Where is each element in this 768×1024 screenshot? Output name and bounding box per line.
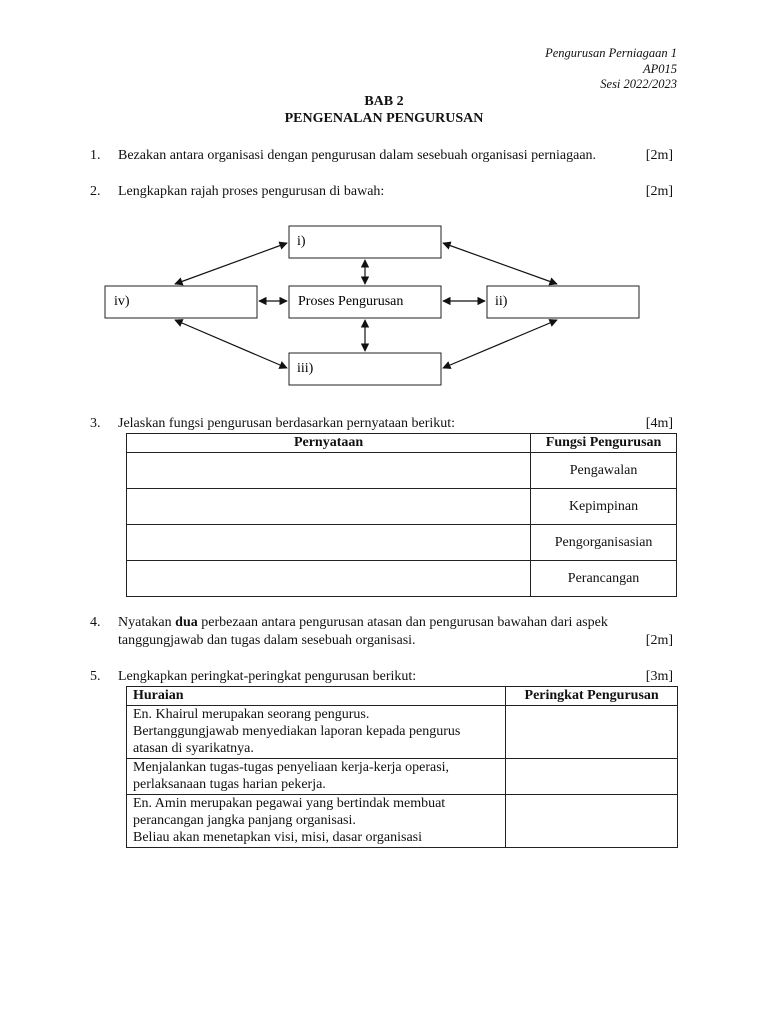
header-statement: Pernyataan	[127, 434, 531, 453]
question-1-number: 1.	[90, 148, 101, 163]
statement-cell[interactable]	[127, 561, 531, 597]
table-row	[127, 561, 677, 597]
description-line: Menjalankan tugas-tugas penyeliaan kerja-kerja operasi,	[133, 760, 450, 775]
level-cell[interactable]	[506, 795, 678, 848]
level-cell[interactable]	[506, 706, 678, 759]
description-line: atasan di syarikatnya.	[133, 741, 254, 756]
question-2-number: 2.	[90, 184, 101, 199]
box-left-label: iv)	[114, 294, 130, 309]
table-row	[127, 795, 678, 848]
description-line: En. Khairul merupakan seorang pengurus.	[133, 707, 370, 722]
description-cell	[127, 759, 506, 795]
question-1-marks: [2m]	[645, 148, 673, 163]
description-cell	[127, 706, 506, 759]
question-4-text-bold: dua	[175, 615, 198, 630]
description-line: perancangan jangka panjang organisasi.	[133, 813, 356, 828]
box-top	[289, 226, 441, 258]
question-2-text: Lengkapkan rajah proses pengurusan di bawah:	[118, 184, 385, 199]
question-4-text-after: perbezaan antara pengurusan atasan dan pengurusan bawahan dari aspek	[197, 615, 608, 630]
table-header-row	[127, 687, 678, 706]
question-5-number: 5.	[90, 669, 101, 684]
course-code: AP015	[642, 62, 677, 76]
question-2-marks: [2m]	[645, 184, 673, 199]
statement-cell[interactable]	[127, 525, 531, 561]
table-row	[127, 489, 677, 525]
table-row	[127, 525, 677, 561]
box-top-label: i)	[297, 234, 306, 249]
question-4-marks: [2m]	[645, 633, 673, 648]
question-4-text-before: Nyatakan	[118, 615, 176, 630]
chapter-name: PENGENALAN PENGURUSAN	[284, 111, 484, 126]
function-cell: Perancangan	[531, 561, 677, 597]
question-3-text: Jelaskan fungsi pengurusan berdasarkan pernyataan berikut:	[118, 416, 456, 431]
function-cell: Pengawalan	[531, 453, 677, 489]
description-line: En. Amin merupakan pegawai yang bertindak membuat	[133, 796, 446, 811]
question-1-text: Bezakan antara organisasi dengan pengurusan dalam sesebuah organisasi perniagaan.	[118, 148, 597, 163]
statement-cell[interactable]	[127, 453, 531, 489]
question-4-number: 4.	[90, 615, 101, 630]
box-bottom-label: iii)	[297, 361, 314, 376]
description-line: perlaksanaan tugas harian pekerja.	[133, 777, 326, 792]
question-3-number: 3.	[90, 416, 101, 431]
arrow-bottom-left	[175, 320, 287, 368]
statement-cell[interactable]	[127, 489, 531, 525]
question-5-marks: [3m]	[645, 669, 673, 684]
function-table	[126, 433, 677, 597]
arrow-top-right	[443, 243, 557, 284]
function-cell: Pengorganisasian	[531, 525, 677, 561]
table-row	[127, 706, 678, 759]
header-description: Huraian	[127, 687, 506, 706]
box-right-label: ii)	[495, 294, 508, 309]
box-right	[487, 286, 639, 318]
session-label: Sesi 2022/2023	[600, 77, 677, 91]
table-row	[127, 759, 678, 795]
table-header-row	[127, 434, 677, 453]
arrow-left-top	[175, 243, 287, 284]
description-line: Bertanggungjawab menyediakan laporan kepada pengurus	[133, 724, 461, 739]
function-cell: Kepimpinan	[531, 489, 677, 525]
management-process-diagram	[0, 0, 768, 420]
arrow-right-bottom	[443, 320, 557, 368]
course-name: Pengurusan Perniagaan 1	[545, 46, 677, 60]
table-row	[127, 453, 677, 489]
description-line: Beliau akan menetapkan visi, misi, dasar organisasi	[133, 830, 423, 845]
box-center-label: Proses Pengurusan	[298, 294, 404, 309]
level-cell[interactable]	[506, 759, 678, 795]
question-4-text-line2: tanggungjawab dan tugas dalam sesebuah organisasi.	[118, 633, 416, 648]
question-4-text	[118, 614, 608, 632]
header-level: Peringkat Pengurusan	[506, 687, 678, 706]
question-3-marks: [4m]	[645, 416, 673, 431]
question-5-text: Lengkapkan peringkat-peringkat pengurusan berikut:	[118, 669, 417, 684]
header-function: Fungsi Pengurusan	[531, 434, 677, 453]
chapter-title: BAB 2	[364, 94, 404, 109]
description-cell	[127, 795, 506, 848]
management-level-table	[126, 686, 678, 848]
